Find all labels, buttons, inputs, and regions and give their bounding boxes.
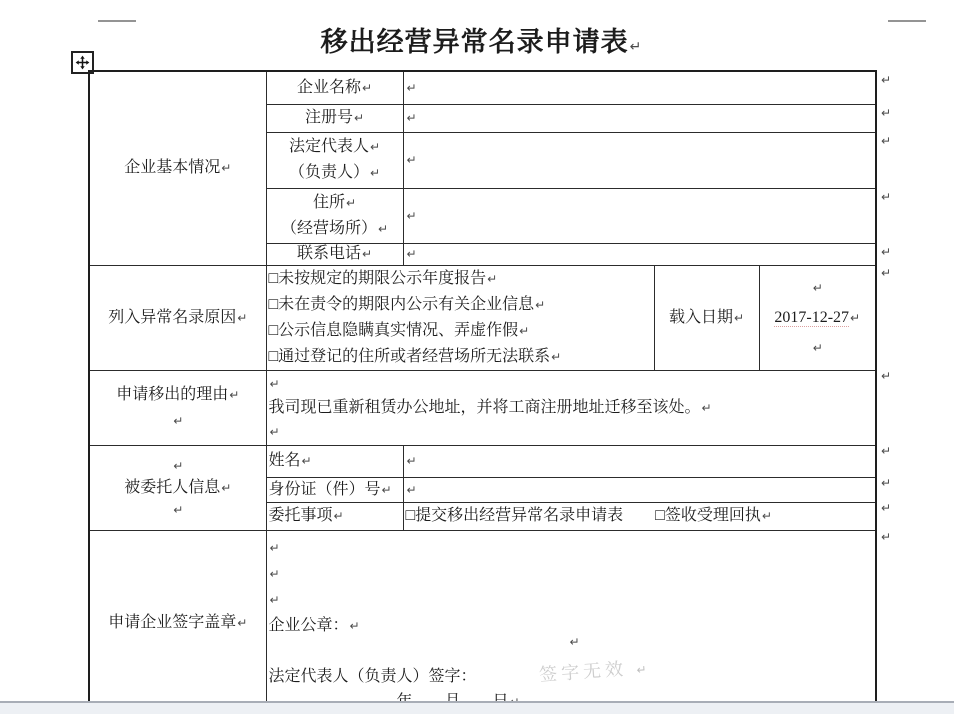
paragraph-mark: ↵ [761,509,772,523]
paragraph-mark: ↵ [535,297,546,312]
row-end-pilcrow: ↵ [881,134,892,148]
row-end-pilcrow: ↵ [881,245,892,259]
paragraph-mark: ↵ [349,618,360,633]
reason-option-checkbox[interactable]: □未按规定的期限公示年度报告↵ [268,269,498,287]
paragraph-mark: ↵ [173,413,184,428]
paragraph-mark: ↵ [369,166,381,180]
paragraph-mark: ↵ [229,387,240,402]
row-end-pilcrow: ↵ [881,369,892,383]
paragraph-mark: ↵ [406,454,417,468]
paragraph-mark: ↵ [406,111,417,125]
company-seal-label: 企业公章： [268,616,349,634]
section-listing-reason-label: 列入异常名录原因↵ [89,265,266,370]
row-end-pilcrow: ↵ [881,106,892,120]
section-removal-reason-label: 申请移出的理由↵ ↵ [89,370,266,445]
removal-reason-value-cell[interactable] [266,370,876,445]
paragraph-mark: ↵ [812,280,823,295]
section-delegate-info-label: ↵ 被委托人信息↵ ↵ [89,445,266,530]
application-form-table [88,70,877,714]
row-end-pilcrow: ↵ [881,444,892,458]
delegate-name-label: 姓名↵ [266,445,403,477]
reason-option-checkbox[interactable]: □通过登记的住所或者经营场所无法联系↵ [268,347,562,365]
company-name-label: 企业名称↵ [266,71,403,104]
row-end-pilcrow: ↵ [881,530,892,544]
paragraph-mark: ↵ [569,634,580,649]
row-end-pilcrow: ↵ [881,73,892,87]
paragraph-mark: ↵ [850,310,861,325]
paragraph-mark: ↵ [221,480,232,495]
registration-number-value-cell[interactable] [403,104,876,132]
paragraph-mark: ↵ [269,424,280,439]
legal-representative-label: 法定代表人↵ （负责人）↵ [266,132,403,188]
reason-option-checkbox[interactable]: □公示信息隐瞒真实情况、弄虚作假↵ [268,321,530,339]
paragraph-mark: ↵ [701,400,712,415]
paragraph-mark: ↵ [221,161,232,176]
paragraph-mark: ↵ [361,80,373,95]
company-name-value-cell[interactable] [403,71,876,104]
paragraph-mark: ↵ [353,111,365,125]
four-way-arrow-icon [75,55,90,70]
paragraph-mark: ↵ [406,482,417,497]
paragraph-mark: ↵ [269,592,280,607]
phone-label: 联系电话↵ [266,243,403,265]
paragraph-mark: ↵ [487,271,498,286]
row-end-pilcrow: ↵ [881,501,892,515]
watermark-text: 签字无效 ↵ [538,658,651,685]
paragraph-mark: ↵ [237,615,248,630]
paragraph-mark: ↵ [406,153,417,167]
delegate-matters-label: 委托事项↵ [266,502,403,530]
page-title-text: 移出经营异常名录申请表 [320,27,629,57]
paragraph-mark: ↵ [381,482,392,497]
section-signature-label: 申请企业签字盖章↵ [89,530,266,714]
paragraph-mark: ↵ [377,221,389,236]
window-bottom-edge [0,701,954,714]
delegate-name-value-cell[interactable] [403,445,876,477]
reason-option-checkbox[interactable]: □未在责令的期限内公示有关企业信息↵ [268,295,546,313]
paragraph-mark: ↵ [345,195,357,210]
paragraph-mark: ↵ [733,310,745,325]
removal-reason-text: 我司现已重新租赁办公地址，并将工商注册地址迁移至该处。 [268,398,701,416]
delegate-id-label: 身份证（件）号↵ [266,477,403,502]
legal-representative-value-cell[interactable] [403,132,876,188]
delegate-id-value-cell[interactable] [403,477,876,502]
registration-number-label: 注册号↵ [266,104,403,132]
paragraph-mark: ↵ [237,310,248,325]
row-end-pilcrow: ↵ [881,266,892,280]
paragraph-mark: ↵ [519,323,530,338]
paragraph-mark: ↵ [301,454,312,468]
row-end-pilcrow: ↵ [881,190,892,204]
load-date-value-cell[interactable] [759,265,876,370]
address-value-cell[interactable] [403,188,876,243]
paragraph-mark: ↵ [635,661,651,677]
section-basic-info-label: 企业基本情况↵ [89,71,266,265]
address-label: 住所↵ （经营场所）↵ [266,188,403,243]
delegate-matters-value-cell[interactable] [403,502,876,530]
paragraph-mark: ↵ [406,208,417,223]
paragraph-mark: ↵ [369,140,381,154]
paragraph-mark: ↵ [173,502,184,517]
paragraph-mark: ↵ [173,458,184,473]
paragraph-mark: ↵ [629,39,643,55]
signature-area-cell[interactable] [266,530,876,714]
paragraph-mark: ↵ [406,247,417,261]
paragraph-mark: ↵ [269,376,280,391]
paragraph-mark: ↵ [406,80,417,95]
page-title [88,20,875,59]
load-date-value: 2017-12-27 [774,308,850,326]
paragraph-mark: ↵ [269,540,280,555]
paragraph-mark: ↵ [551,349,562,364]
row-end-pilcrow: ↵ [881,476,892,490]
paragraph-mark: ↵ [333,509,344,523]
load-date-label: 载入日期↵ [654,265,759,370]
page-boundary-mark-right [888,20,926,22]
listing-reason-options-cell [266,265,654,370]
representative-signature-label: 法定代表人（负责人）签字： [268,667,477,685]
delegate-matters-checkboxes: □提交移出经营异常名录申请表 □签收受理回执 [405,507,761,524]
paragraph-mark: ↵ [361,247,373,261]
paragraph-mark: ↵ [269,566,280,581]
paragraph-mark: ↵ [812,340,823,355]
phone-value-cell[interactable] [403,243,876,265]
